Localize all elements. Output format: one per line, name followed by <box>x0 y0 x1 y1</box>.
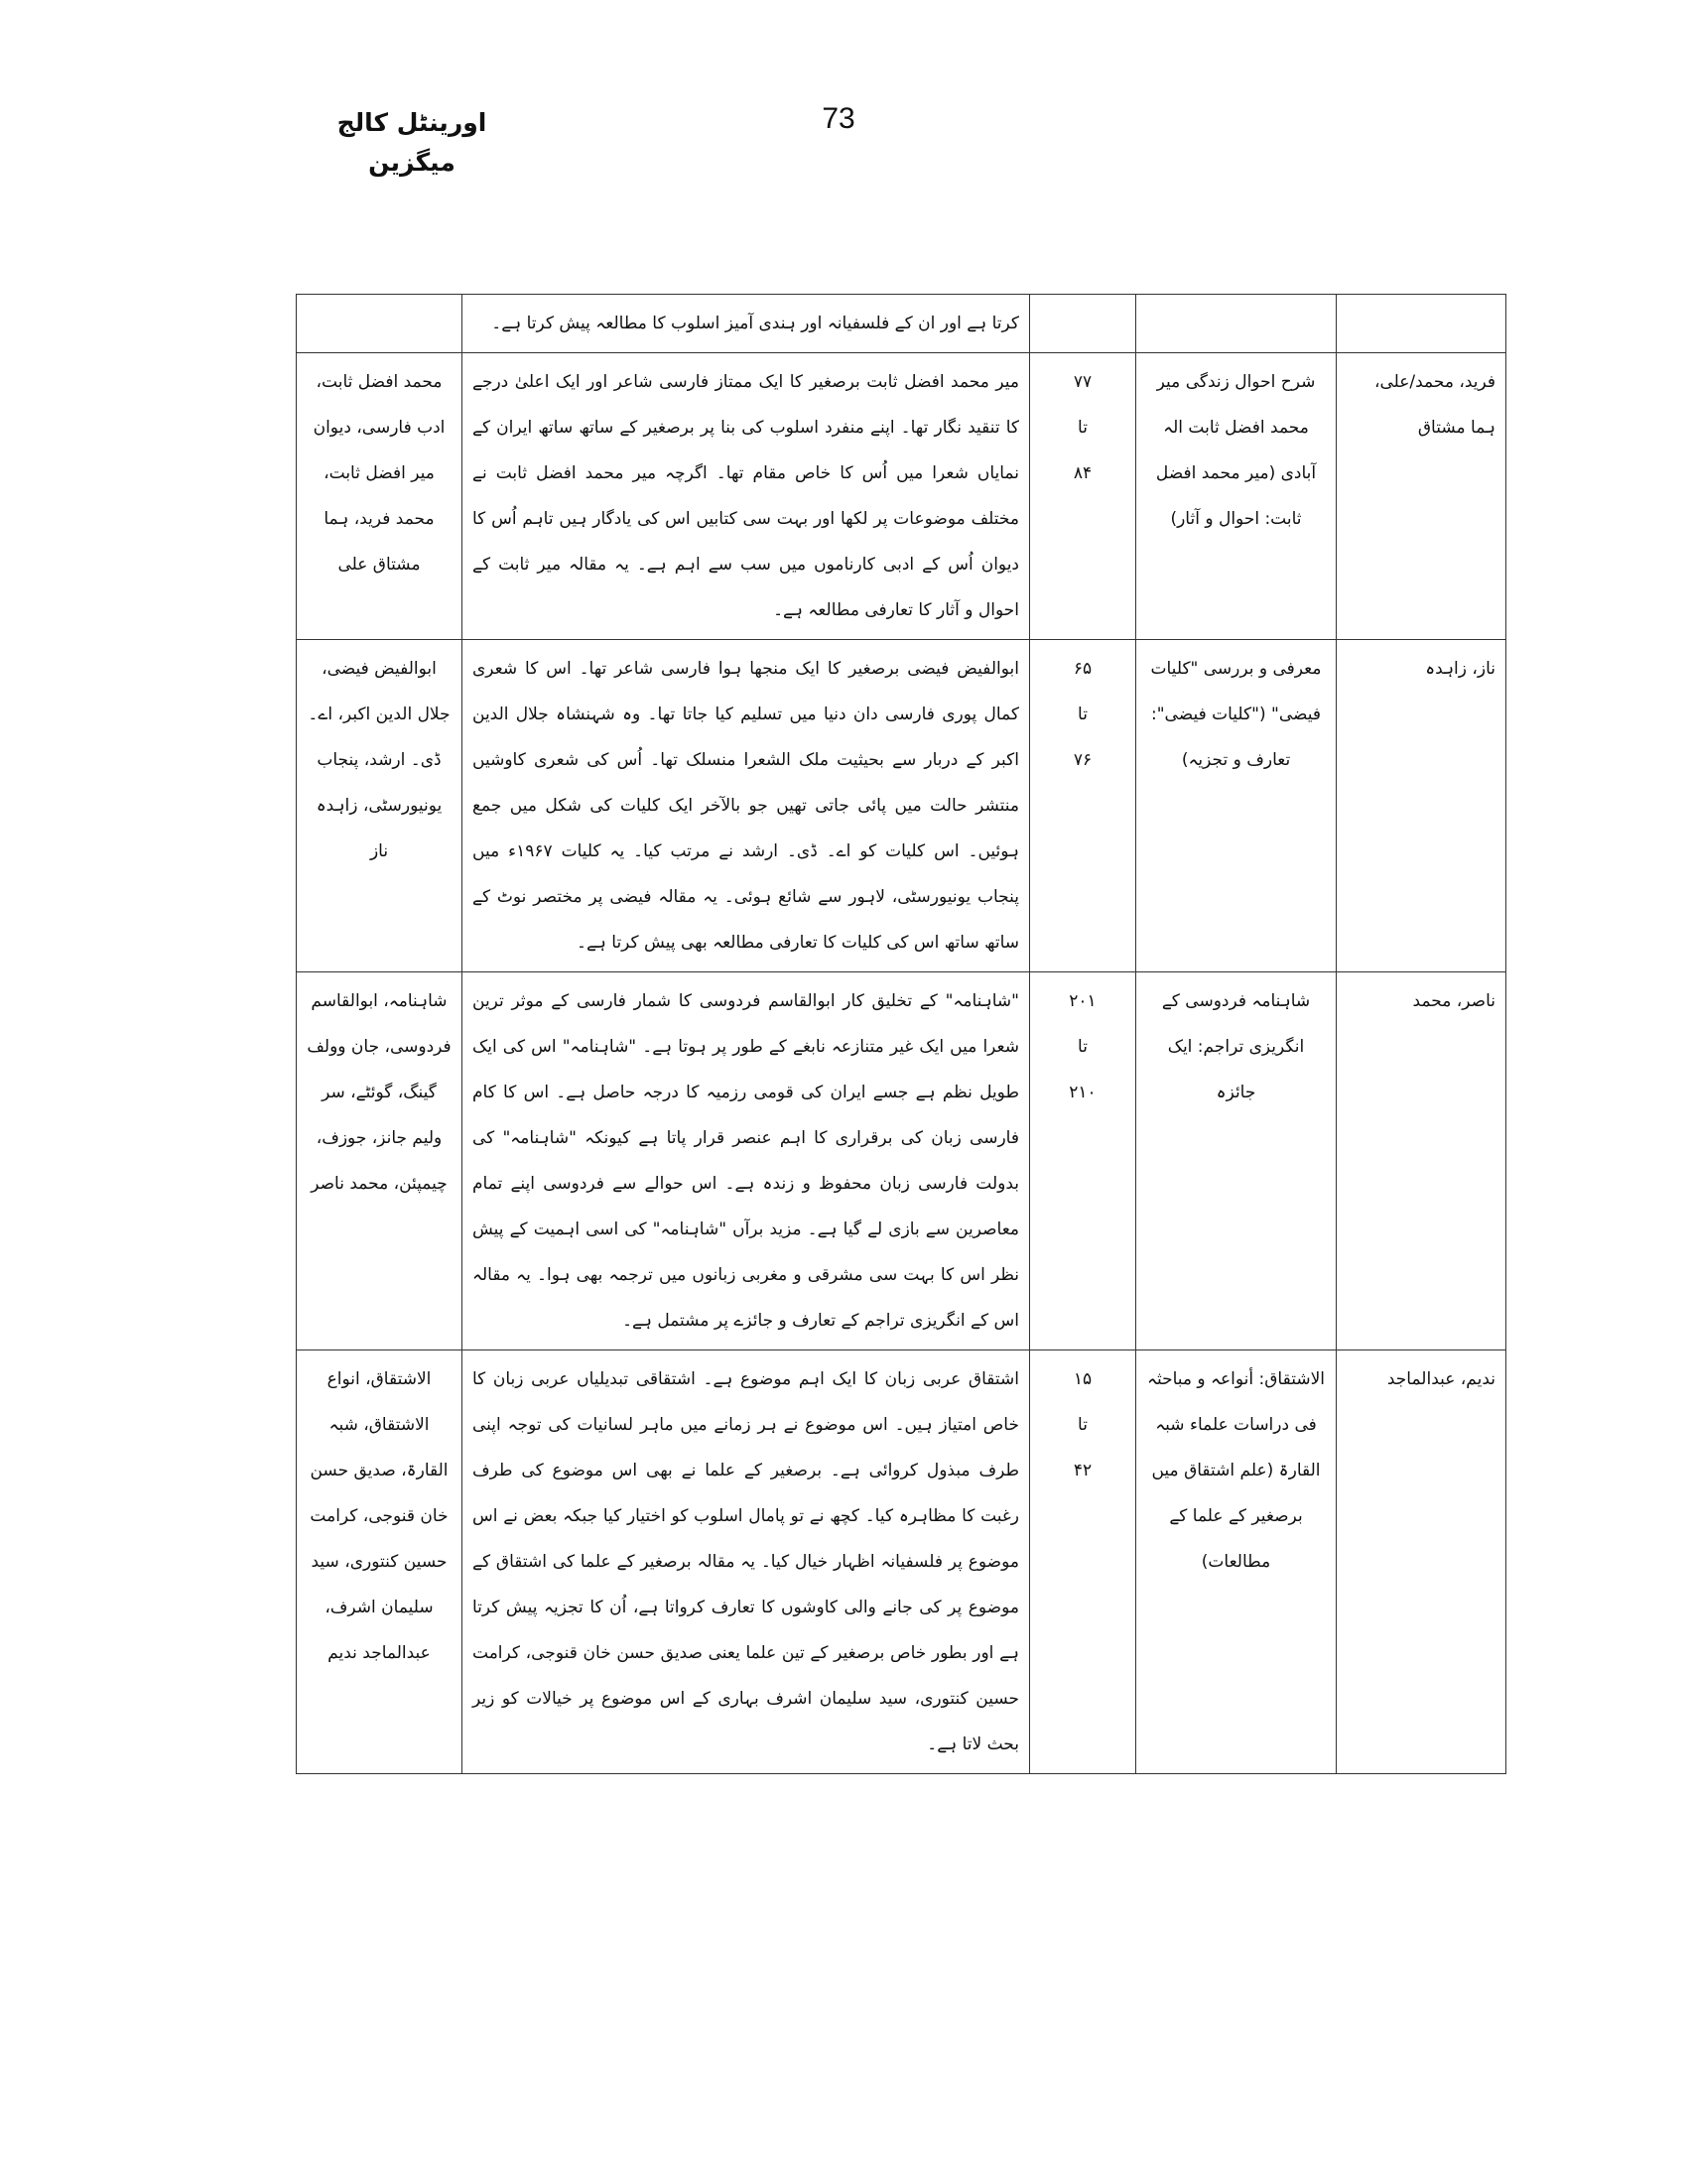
journal-title: اورینٹل کالج میگزین <box>336 108 487 177</box>
page-range-separator: تا <box>1078 1037 1088 1057</box>
page-start: ۱۵ <box>1073 1369 1093 1389</box>
pages-cell <box>1030 1350 1136 1774</box>
summary-cell: "شاہنامہ" کے تخلیق کار ابوالقاسم فردوسی کا شمار فارسی کے موثر ترین شعرا میں ایک غیر متنازعہ نابغے کے طور پر ہوتا ہے۔ "شاہنامہ" اس کی ایک طویل نظم ہے جسے ایران کی قومی رزمیہ کا درجہ حاصل ہے۔ اس کا کام فارسی زبان کی برقراری کا اہم عنصر قرار پاتا ہے کیونکہ "شاہنامہ" کی بدولت فارسی زبان محفوظ و زندہ ہے۔ اس حوالے سے فردوسی اپنے تمام معاصرین سے بازی لے گیا ہے۔ مزید برآں "شاہنامہ" کی اسی اہمیت کے پیش نظر اس کا بہت سی مشرقی و مغربی زبانوں میں ترجمہ بھی ہوا۔ یہ مقالہ اس کے انگریزی تراجم کے تعارف و جائزے پر مشتمل ہے۔ <box>462 972 1030 1350</box>
table-row <box>297 640 1506 972</box>
title-cell: شاہنامہ فردوسی کے انگریزی تراجم: ایک جائزہ <box>1136 972 1337 1350</box>
page-number: 73 <box>822 102 855 135</box>
author-cell: ناصر، محمد <box>1337 972 1506 1350</box>
page-end: ۲۱۰ <box>1069 1083 1097 1102</box>
page-start: ۲۰۱ <box>1069 991 1097 1011</box>
pages-cell <box>1030 295 1136 353</box>
keywords-cell <box>297 295 462 353</box>
author-cell: ندیم، عبدالماجد <box>1337 1350 1506 1774</box>
table-row <box>297 353 1506 640</box>
keywords-cell: الاشتقاق، انواع الاشتقاق، شبہ القارۃ، صدیق حسن خان قنوجی، کرامت حسین کنتوری، سید سلیمان اشرف، عبدالماجد ندیم <box>297 1350 462 1774</box>
page-start: ۷۷ <box>1073 372 1093 392</box>
table-row-continuation <box>297 295 1506 353</box>
page-range-separator: تا <box>1078 418 1088 438</box>
page-end: ۸۴ <box>1073 463 1093 483</box>
summary-cell: کرتا ہے اور ان کے فلسفیانہ اور ہندی آمیز اسلوب کا مطالعہ پیش کرتا ہے۔ <box>462 295 1030 353</box>
page-range-separator: تا <box>1078 1415 1088 1435</box>
title-cell <box>1136 295 1337 353</box>
summary-cell: میر محمد افضل ثابت برصغیر کا ایک ممتاز فارسی شاعر اور ایک اعلیٰ درجے کا تنقید نگار تھا۔ اپنے منفرد اسلوب کی بنا پر برصغیر کے ساتھ ساتھ ایران کے نمایاں شعرا میں اُس کا خاص مقام تھا۔ اگرچہ میر محمد افضل ثابت نے مختلف موضوعات پر لکھا اور بہت سی کتابیں اس کی یادگار ہیں تاہم اُس کا دیوان اُس کے ادبی کارناموں میں سب سے اہم ہے۔ یہ مقالہ میر ثابت کے احوال و آثار کا تعارفی مطالعہ ہے۔ <box>462 353 1030 640</box>
pages-cell <box>1030 972 1136 1350</box>
table-row <box>297 972 1506 1350</box>
summary-cell: اشتقاق عربی زبان کا ایک اہم موضوع ہے۔ اشتقاقی تبدیلیاں عربی زبان کا خاص امتیاز ہیں۔ اس موضوع نے ہر زمانے میں ماہر لسانیات کی توجہ اپنی طرف مبذول کروائی ہے۔ برصغیر کے علما نے بھی اس موضوع کی طرف رغبت کا مظاہرہ کیا۔ کچھ نے تو پامال اسلوب کو اختیار کیا جبکہ بعض نے اس موضوع پر فلسفیانہ اظہار خیال کیا۔ یہ مقالہ برصغیر کے علما کی اشتقاق کے موضوع پر کی جانے والی کاوشوں کا تعارف کرواتا ہے، اُن کا تجزیہ پیش کرتا ہے اور بطور خاص برصغیر کے تین علما یعنی صدیق حسن خان قنوجی، کرامت حسین کنتوری، سید سلیمان اشرف بہاری کے اس موضوع پر خیالات کو زیر بحث لاتا ہے۔ <box>462 1350 1030 1774</box>
keywords-cell: شاہنامہ، ابوالقاسم فردوسی، جان وولف گینگ، گوئٹے، سر ولیم جانز، جوزف، چیمپئن، محمد ناصر <box>297 972 462 1350</box>
author-cell <box>1337 295 1506 353</box>
author-cell: ناز، زاہدہ <box>1337 640 1506 972</box>
table-row <box>297 1350 1506 1774</box>
title-cell: الاشتقاق: أنواعہ و مباحثہ فی دراسات علماء شبہ القارۃ (علم اشتقاق میں برصغیر کے علما کے مطالعات) <box>1136 1350 1337 1774</box>
page-end: ۴۲ <box>1073 1461 1093 1480</box>
article-catalog-table <box>296 294 1506 1774</box>
keywords-cell: ابوالفیض فیضی، جلال الدین اکبر، اے۔ ڈی۔ ارشد، پنجاب یونیورسٹی، زاہدہ ناز <box>297 640 462 972</box>
pages-cell <box>1030 640 1136 972</box>
keywords-cell: محمد افضل ثابت، ادب فارسی، دیوان میر افضل ثابت، محمد فرید، ہما مشتاق علی <box>297 353 462 640</box>
pages-cell <box>1030 353 1136 640</box>
author-cell: فرید، محمد/علی، ہما مشتاق <box>1337 353 1506 640</box>
summary-cell: ابوالفیض فیضی برصغیر کا ایک منجھا ہوا فارسی شاعر تھا۔ اس کا شعری کمال پوری فارسی دان دنیا میں تسلیم کیا جاتا تھا۔ وہ شہنشاہ جلال الدین اکبر کے دربار سے بحیثیت ملک الشعرا منسلک تھا۔ اُس کی شعری کاوشیں منتشر حالت میں پائی جاتی تھیں جو بالآخر ایک کلیات کی شکل میں جمع ہوئیں۔ اس کلیات کو اے۔ ڈی۔ ارشد نے مرتب کیا۔ یہ کلیات ۱۹۶۷ء میں پنجاب یونیورسٹی، لاہور سے شائع ہوئی۔ یہ مقالہ فیضی پر مختصر نوٹ کے ساتھ ساتھ اس کی کلیات کا تعارفی مطالعہ بھی پیش کرتا ہے۔ <box>462 640 1030 972</box>
page-end: ۷۶ <box>1073 750 1093 770</box>
page-start: ۶۵ <box>1073 659 1093 679</box>
title-cell: معرفی و بررسی "کلیات فیضی" ("کلیات فیضی": تعارف و تجزیہ) <box>1136 640 1337 972</box>
title-cell: شرح احوال زندگی میر محمد افضل ثابت الہ آبادی (میر محمد افضل ثابت: احوال و آثار) <box>1136 353 1337 640</box>
page-range-separator: تا <box>1078 705 1088 724</box>
